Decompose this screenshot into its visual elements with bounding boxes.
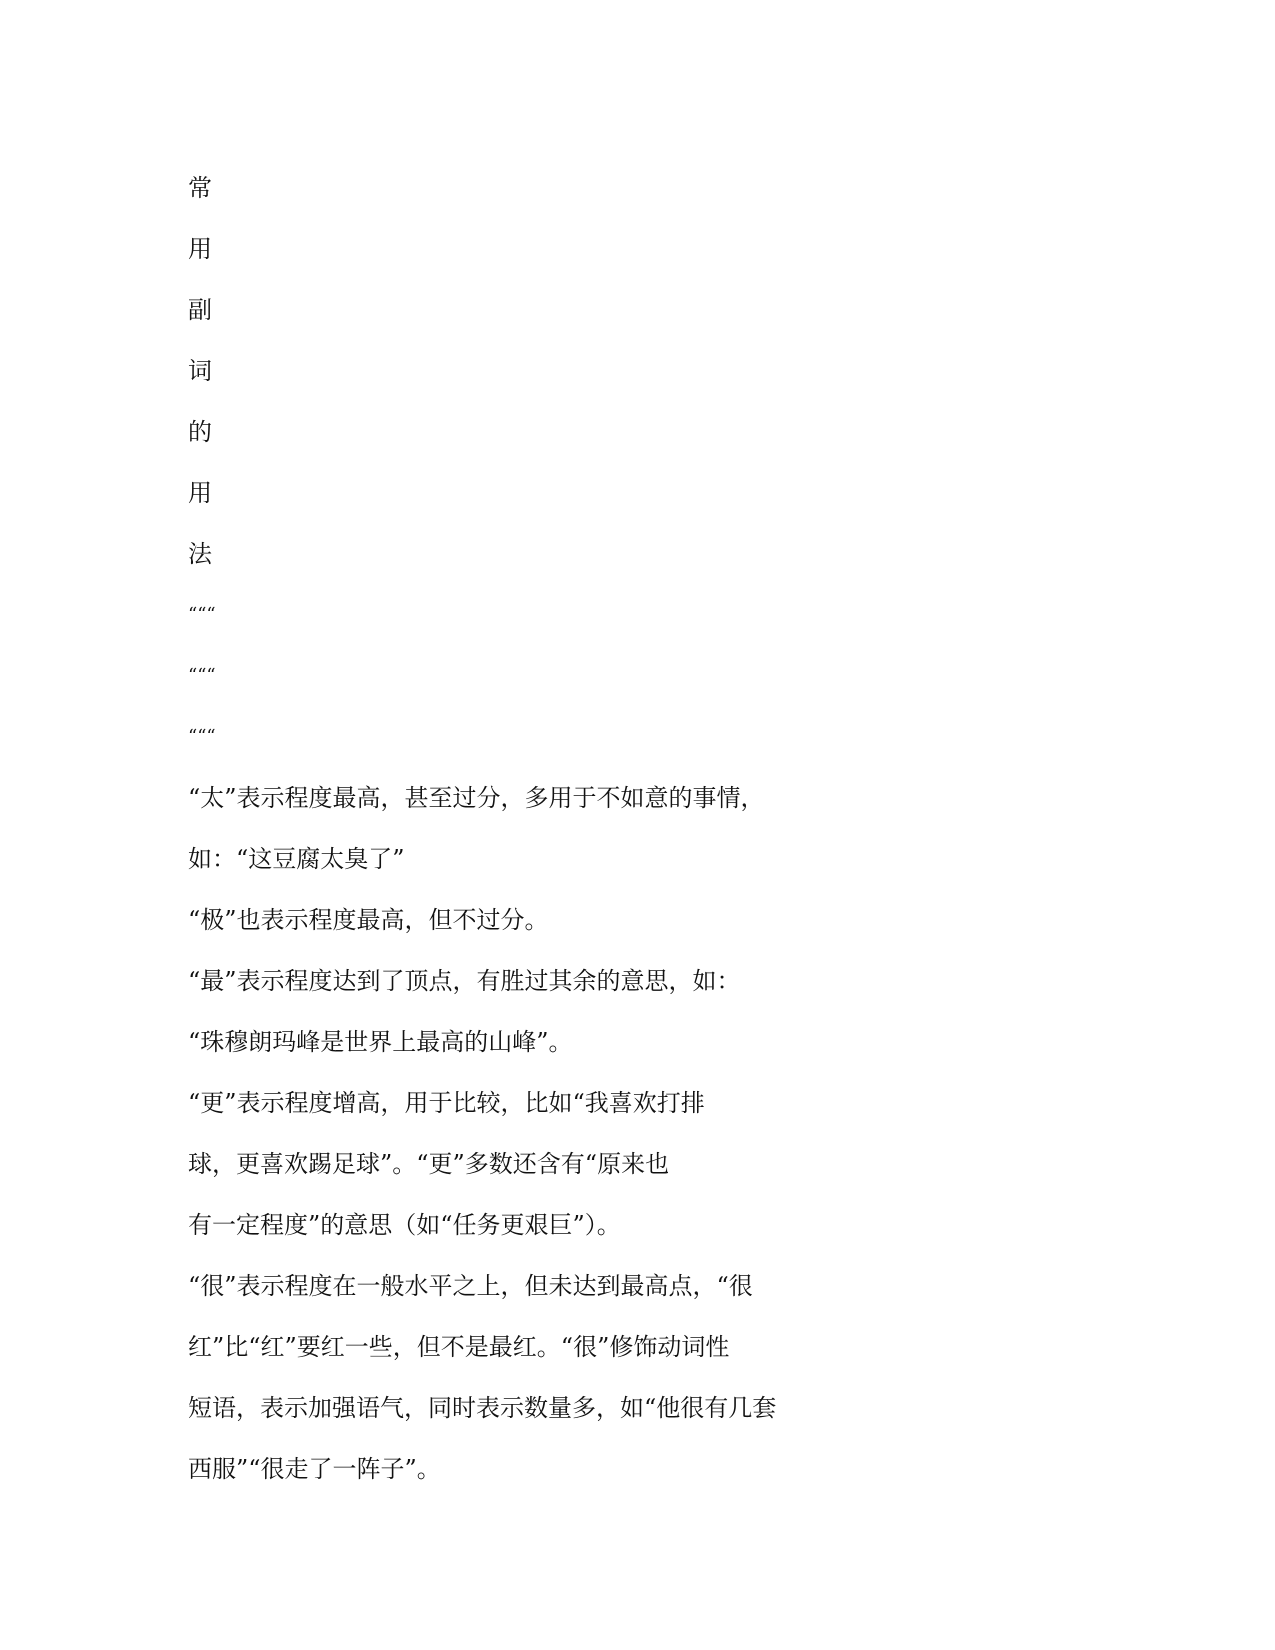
- paragraph-line: “太”表示程度最高，甚至过分，多用于不如意的事情，: [188, 784, 765, 812]
- paragraph-line: “更”表示程度增高，用于比较，比如“我喜欢打排: [188, 1089, 705, 1117]
- paragraph-line: 有一定程度”的意思（如“任务更艰巨”）。: [188, 1211, 621, 1239]
- quote-marks-line: “““: [188, 665, 216, 686]
- paragraph-line: 球，更喜欢踢足球”。“更”多数还含有“原来也: [188, 1150, 670, 1178]
- paragraph-line: 红”比“红”要红一些，但不是最红。“很”修饰动词性: [188, 1333, 730, 1361]
- title-char: 常: [188, 174, 212, 202]
- title-char: 用: [188, 235, 212, 263]
- paragraph-line: 短语，表示加强语气，同时表示数量多，如“他很有几套: [188, 1394, 777, 1422]
- document-body: [188, 174, 776, 1516]
- quote-marks-line: “““: [188, 726, 216, 747]
- paragraph-line: “极”也表示程度最高，但不过分。: [188, 906, 549, 934]
- title-char: 副: [188, 296, 212, 324]
- title-char: 的: [188, 418, 212, 446]
- paragraph-line: 如：“这豆腐太臭了”: [188, 845, 405, 873]
- title-char: 用: [188, 479, 212, 507]
- paragraph-line: “珠穆朗玛峰是世界上最高的山峰”。: [188, 1028, 573, 1056]
- quote-marks-line: “““: [188, 604, 216, 625]
- paragraph-line: “最”表示程度达到了顶点，有胜过其余的意思，如：: [188, 967, 741, 995]
- paragraph-line: 西服”“很走了一阵子”。: [188, 1455, 441, 1483]
- title-char: 词: [188, 357, 212, 385]
- paragraph-line: “很”表示程度在一般水平之上，但未达到最高点，“很: [188, 1272, 753, 1300]
- title-char: 法: [188, 540, 212, 568]
